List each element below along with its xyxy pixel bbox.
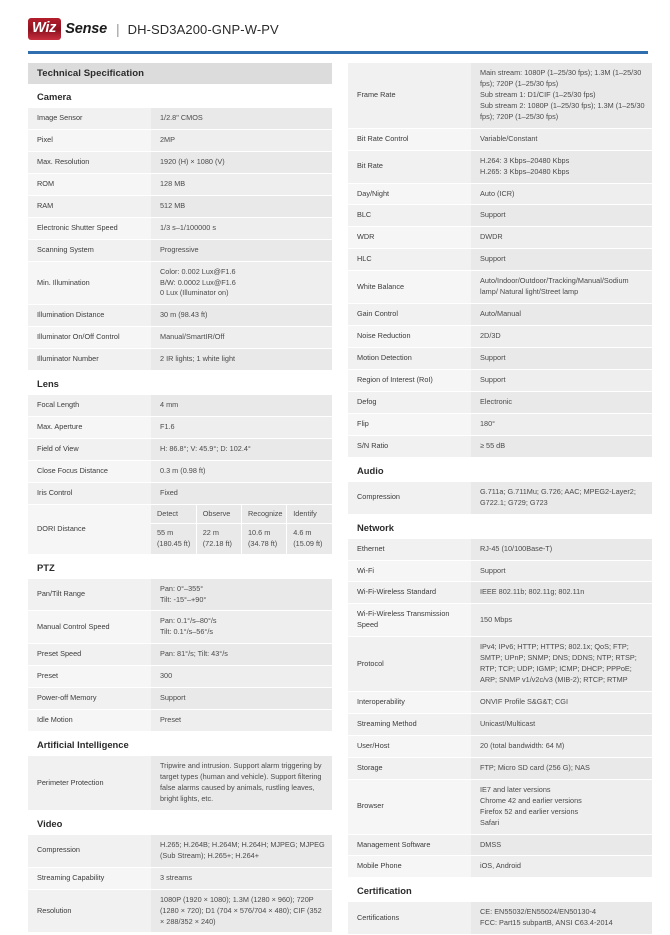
spec-table [348, 63, 652, 458]
spec-value: Support [151, 688, 332, 710]
spec-row [28, 417, 332, 439]
spec-row [28, 461, 332, 483]
spec-value: Unicast/Multicast [471, 713, 652, 735]
spec-row [28, 195, 332, 217]
group-title-artificial-intelligence: Artificial Intelligence [37, 739, 129, 751]
spec-key: Mobile Phone [348, 856, 471, 878]
technical-specification-bar: Technical Specification [28, 63, 332, 84]
spec-key: Browser [348, 779, 471, 834]
spec-key: Field of View [28, 439, 151, 461]
spec-row [348, 63, 652, 128]
spec-value: Electronic [471, 391, 652, 413]
spec-key: Gain Control [348, 304, 471, 326]
spec-key: Preset [28, 666, 151, 688]
product-model-title: DH-SD3A200-GNP-W-PV [127, 21, 279, 37]
spec-value: 2D/3D [471, 326, 652, 348]
spec-key: User/Host [348, 735, 471, 757]
spec-row [348, 227, 652, 249]
spec-key: Power-off Memory [28, 688, 151, 710]
spec-row [28, 129, 332, 151]
spec-row [348, 902, 652, 934]
dori-header-cell: Observe [196, 505, 241, 524]
spec-row [28, 644, 332, 666]
spec-row [348, 713, 652, 735]
dori-distance-row [28, 504, 332, 554]
spec-key: Frame Rate [348, 63, 471, 128]
group-title-certification: Certification [357, 885, 412, 897]
spec-key: Protocol [348, 637, 471, 692]
wizsense-logo [28, 18, 107, 40]
spec-value: 1/2.8" CMOS [151, 108, 332, 129]
dori-grid-cell [151, 504, 332, 554]
spec-row [28, 395, 332, 416]
spec-value: 180° [471, 413, 652, 435]
spec-value: RJ-45 (10/100Base-T) [471, 539, 652, 560]
spec-row [28, 835, 332, 867]
spec-value: 0.3 m (0.98 ft) [151, 461, 332, 483]
spec-key: Compression [28, 835, 151, 867]
spec-key: Max. Aperture [28, 417, 151, 439]
right-column [348, 63, 652, 935]
spec-row [348, 205, 652, 227]
spec-key: Storage [348, 757, 471, 779]
dori-value-cell: 4.6 m (15.09 ft) [287, 524, 332, 554]
spec-key: Illuminator On/Off Control [28, 327, 151, 349]
spec-table [348, 482, 652, 515]
spec-value: Support [471, 560, 652, 582]
spec-value: FTP; Micro SD card (256 G); NAS [471, 757, 652, 779]
dori-value-cell: 10.6 m (34.78 ft) [242, 524, 287, 554]
spec-row [28, 889, 332, 933]
spec-value: H.265; H.264B; H.264M; H.264H; MJPEG; MJPEG (Sub Stream); H.265+; H.264+ [151, 835, 332, 867]
spec-key: Noise Reduction [348, 326, 471, 348]
spec-key: DORI Distance [28, 504, 151, 554]
spec-value: Variable/Constant [471, 128, 652, 150]
spec-row [348, 304, 652, 326]
spec-key: Flip [348, 413, 471, 435]
spec-row [28, 327, 332, 349]
spec-row [348, 413, 652, 435]
spec-row [348, 560, 652, 582]
spec-key: Bit Rate Control [348, 128, 471, 150]
spec-row [348, 735, 652, 757]
spec-row [28, 666, 332, 688]
spec-value: 1080P (1920 × 1080); 1.3M (1280 × 960); 720P (1280 × 720); D1 (704 × 576/704 × 480); CIF (352 × 288/352 × 240) [151, 889, 332, 933]
spec-row [28, 349, 332, 371]
spec-key: Pan/Tilt Range [28, 579, 151, 611]
spec-value: 1/3 s–1/100000 s [151, 217, 332, 239]
dori-value-cell: 22 m (72.18 ft) [196, 524, 241, 554]
spec-table [348, 539, 652, 879]
spec-value: Auto/Indoor/Outdoor/Tracking/Manual/Sodium lamp/ Natural light/Street lamp [471, 271, 652, 304]
spec-table [28, 835, 332, 934]
spec-row [348, 637, 652, 692]
spec-row [348, 834, 652, 856]
spec-key: S/N Ratio [348, 435, 471, 457]
spec-key: Bit Rate [348, 150, 471, 183]
spec-value: Pan: 81°/s; Tilt: 43°/s [151, 644, 332, 666]
dori-header-cell: Identify [287, 505, 332, 524]
spec-value: Manual/SmartIR/Off [151, 327, 332, 349]
spec-row [28, 688, 332, 710]
spec-key: Ethernet [348, 539, 471, 560]
spec-key: Idle Motion [28, 710, 151, 732]
spec-key: Focal Length [28, 395, 151, 416]
spec-key: Wi-Fi-Wireless Standard [348, 582, 471, 604]
spec-key: Close Focus Distance [28, 461, 151, 483]
spec-value: Main stream: 1080P (1–25/30 fps); 1.3M (1–25/30 fps); 720P (1–25/30 fps) Sub stream 1: D1/CIF (1–25/30 fps) Sub stream 2: 1080P (1–25/30 fps); 1.3M (1–25/30 fps); 720P (1–25/30 fps) [471, 63, 652, 128]
spec-row [348, 539, 652, 560]
spec-value: Preset [151, 710, 332, 732]
wizsense-badge: Wiz [28, 18, 61, 40]
spec-key: Iris Control [28, 482, 151, 504]
left-column [28, 63, 332, 933]
spec-value: ≥ 55 dB [471, 435, 652, 457]
spec-key: Resolution [28, 889, 151, 933]
spec-table [28, 108, 332, 371]
spec-key: RAM [28, 195, 151, 217]
spec-value: Pan: 0.1°/s–80°/s Tilt: 0.1°/s–56°/s [151, 611, 332, 644]
spec-value: DMSS [471, 834, 652, 856]
spec-row [348, 779, 652, 834]
spec-row [28, 108, 332, 129]
group-title-network: Network [357, 521, 394, 533]
spec-key: Region of Interest (RoI) [348, 369, 471, 391]
spec-key: Pixel [28, 129, 151, 151]
spec-value: 20 (total bandwidth: 64 M) [471, 735, 652, 757]
spec-row [28, 305, 332, 327]
spec-key: ROM [28, 173, 151, 195]
page-header [0, 0, 670, 44]
dori-header-row [151, 505, 332, 524]
dori-header-cell: Recognize [242, 505, 287, 524]
spec-row [348, 482, 652, 514]
spec-row [348, 326, 652, 348]
spec-row [28, 151, 332, 173]
spec-value: 2MP [151, 129, 332, 151]
group-title-camera: Camera [37, 91, 72, 102]
spec-table [348, 902, 652, 935]
spec-row [28, 261, 332, 305]
spec-value: Color: 0.002 Lux@F1.6 B/W: 0.0002 Lux@F1.6 0 Lux (Illuminator on) [151, 261, 332, 305]
spec-key: Day/Night [348, 183, 471, 205]
spec-row [28, 239, 332, 261]
spec-value: Fixed [151, 482, 332, 504]
spec-value: Auto (ICR) [471, 183, 652, 205]
spec-key: BLC [348, 205, 471, 227]
spec-row [348, 348, 652, 370]
spec-value: 4 mm [151, 395, 332, 416]
spec-key: Compression [348, 482, 471, 514]
spec-row [348, 582, 652, 604]
spec-key: Defog [348, 391, 471, 413]
spec-row [348, 856, 652, 878]
spec-row [348, 757, 652, 779]
spec-columns [0, 54, 670, 935]
spec-row [28, 579, 332, 611]
spec-row [348, 604, 652, 637]
spec-key: Electronic Shutter Speed [28, 217, 151, 239]
spec-value: F1.6 [151, 417, 332, 439]
group-title-video: Video [37, 817, 63, 829]
spec-table [28, 756, 332, 811]
spec-row [28, 756, 332, 810]
spec-value: iOS, Android [471, 856, 652, 878]
spec-key: Manual Control Speed [28, 611, 151, 644]
spec-key: Illuminator Number [28, 349, 151, 371]
spec-value: H.264: 3 Kbps–20480 Kbps H.265: 3 Kbps–20480 Kbps [471, 150, 652, 183]
spec-value: 150 Mbps [471, 604, 652, 637]
spec-value: Support [471, 249, 652, 271]
spec-key: Motion Detection [348, 348, 471, 370]
spec-row [348, 391, 652, 413]
spec-row [348, 692, 652, 714]
spec-row [348, 369, 652, 391]
spec-value: G.711a; G.711Mu; G.726; AAC; MPEG2-Layer2; G722.1; G729; G723 [471, 482, 652, 514]
spec-value: DWDR [471, 227, 652, 249]
dori-header-cell: Detect [151, 505, 196, 524]
spec-value: 30 m (98.43 ft) [151, 305, 332, 327]
spec-table [28, 579, 332, 733]
spec-row [28, 482, 332, 504]
group-title-ptz: PTZ [37, 561, 55, 573]
spec-row [348, 128, 652, 150]
spec-key: Image Sensor [28, 108, 151, 129]
spec-value: H: 86.8°; V: 45.9°; D: 102.4° [151, 439, 332, 461]
spec-row [28, 173, 332, 195]
spec-key: White Balance [348, 271, 471, 304]
spec-value: Pan: 0°–355° Tilt: -15°–+90° [151, 579, 332, 611]
spec-value: 512 MB [151, 195, 332, 217]
spec-value: IEEE 802.11b; 802.11g; 802.11n [471, 582, 652, 604]
spec-key: Scanning System [28, 239, 151, 261]
spec-key: HLC [348, 249, 471, 271]
spec-key: Wi-Fi [348, 560, 471, 582]
spec-key: Perimeter Protection [28, 756, 151, 810]
spec-value: Progressive [151, 239, 332, 261]
spec-key: Preset Speed [28, 644, 151, 666]
spec-row [348, 271, 652, 304]
spec-value: 3 streams [151, 867, 332, 889]
spec-value: 2 IR lights; 1 white light [151, 349, 332, 371]
spec-table [28, 395, 332, 554]
spec-key: Max. Resolution [28, 151, 151, 173]
spec-key: Min. Illumination [28, 261, 151, 305]
spec-row [348, 183, 652, 205]
spec-value: Support [471, 369, 652, 391]
spec-row [28, 611, 332, 644]
spec-key: Interoperability [348, 692, 471, 714]
spec-key: Wi-Fi-Wireless Transmission Speed [348, 604, 471, 637]
group-title-audio: Audio [357, 464, 384, 476]
spec-value: ONVIF Profile S&G&T; CGI [471, 692, 652, 714]
spec-row [28, 710, 332, 732]
spec-value: Support [471, 348, 652, 370]
group-title-lens: Lens [37, 378, 59, 390]
spec-row [28, 867, 332, 889]
spec-row [28, 217, 332, 239]
spec-value: IE7 and later versions Chrome 42 and earlier versions Firefox 52 and earlier versions Safari [471, 779, 652, 834]
spec-value: Tripwire and intrusion. Support alarm triggering by target types (human and vehicle). Support filtering false alarms caused by animals, rustling leaves, bright lights, etc. [151, 756, 332, 810]
spec-key: Streaming Method [348, 713, 471, 735]
spec-value: 300 [151, 666, 332, 688]
spec-row [348, 249, 652, 271]
spec-row [348, 435, 652, 457]
spec-key: WDR [348, 227, 471, 249]
spec-key: Streaming Capability [28, 867, 151, 889]
spec-key: Illumination Distance [28, 305, 151, 327]
spec-value: Auto/Manual [471, 304, 652, 326]
spec-value: 1920 (H) × 1080 (V) [151, 151, 332, 173]
spec-value: IPv4; IPv6; HTTP; HTTPS; 802.1x; QoS; FTP; SMTP; UPnP; SNMP; DNS; DDNS; NTP; RTSP; RTP; TCP; UDP; IGMP; ICMP; DHCP; PPPoE; ARP; SNMP v1/v2c/v3 (MIB-2); RTCP; RTMP [471, 637, 652, 692]
spec-value: 128 MB [151, 173, 332, 195]
dori-value-cell: 55 m (180.45 ft) [151, 524, 196, 554]
dori-value-row [151, 524, 332, 554]
header-separator: | [115, 21, 120, 37]
dori-grid [151, 505, 332, 554]
spec-key: Certifications [348, 902, 471, 934]
spec-value: CE: EN55032/EN55024/EN50130-4 FCC: Part15 subpartB, ANSI C63.4-2014 [471, 902, 652, 934]
spec-row [28, 439, 332, 461]
wizsense-wordmark: Sense [65, 21, 107, 37]
spec-row [348, 150, 652, 183]
spec-value: Support [471, 205, 652, 227]
spec-key: Management Software [348, 834, 471, 856]
